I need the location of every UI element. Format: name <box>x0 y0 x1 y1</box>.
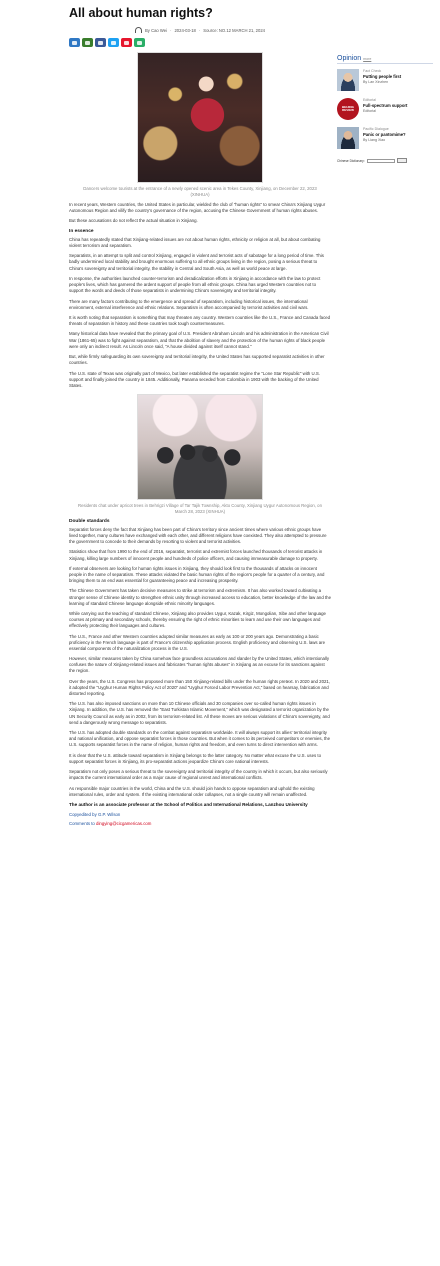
copyedit-credit: Copyedited by G.P. Wilson <box>69 812 121 818</box>
opinion-category: Pacific Dialogue <box>363 127 389 131</box>
byline: By Cao Wei <box>145 27 168 33</box>
dictionary-input[interactable] <box>367 159 395 163</box>
wechat-icon[interactable] <box>134 38 145 47</box>
author-note: The author is an associate professor at the School of Politics and International Relations, Lanzhou University <box>69 802 308 808</box>
meta-separator: · <box>170 27 172 33</box>
chinese-dictionary <box>337 158 433 163</box>
comments-line <box>69 821 331 826</box>
article-body-double-standards <box>69 527 331 798</box>
opinion-sidebar <box>337 55 433 163</box>
opinion-title: Opinion <box>337 55 362 62</box>
paragraph: The U.S., France and other Western countries adopted similar measures as early as 100 or 200 years ago. Demonstrating a basic proficiency in the French language is part of France's citizenship application process. English proficiency and observing U.S. laws are essential components of the naturalization process in the U.S. <box>69 633 326 651</box>
weibo-icon[interactable] <box>121 38 132 47</box>
paragraph: It is worth noting that separatism is something that may threaten any country. Western countries like the U.S., France and Canada faced threats of separatism in history and these countries took tough countermeasures. <box>69 315 331 327</box>
article <box>69 6 331 830</box>
twitter-icon[interactable] <box>108 38 119 47</box>
source: Source: NO.12 MARCH 21, 2024 <box>203 27 265 33</box>
opinion-item[interactable] <box>337 127 433 151</box>
paragraph: Separatist forces deny the fact that Xinjiang has been part of China's territory since ancient times where various ethnic groups have lived together, many cultures have exchanged with each other, and different religions have coexisted. They also attempted to pressure the government to concede to their demands by resorting to violent and terrorist activities. <box>69 526 327 545</box>
paragraph: But, while firmly safeguarding its own sovereignty and territorial integrity, the United States has supported separatist activities in other countries. <box>69 354 325 366</box>
opinion-headline[interactable]: Putting people first <box>363 74 402 79</box>
paragraph: However, similar measures taken by China somehow face groundless accusations and slander by the United States, which intentionally confuses the nature of Xinjiang-related issues and fabricates "human rights abuses" in Xinjiang as an excuse for its sanctions against the region. <box>69 656 330 674</box>
opinion-item[interactable] <box>337 69 433 93</box>
paragraph: Separatism not only poses a serious threat to the sovereignty and territorial integrity of the country in which it occurs, but also seriously impacts the current international order as a major cause of regional unrest and international conflicts. <box>69 769 328 781</box>
paragraph: There are many factors contributing to the emergence and spread of separatism, including historical issues, the international environment, external interference and ethnic relations. Separatism is often accompanied by terrorist activities and civil wars. <box>69 298 309 310</box>
article-body-intro <box>69 202 331 225</box>
comments-email-link[interactable]: dingying@cicgamericas.com <box>96 821 152 827</box>
opinion-category: Fact Check <box>363 69 382 73</box>
opinion-item[interactable] <box>337 98 433 122</box>
facebook-icon[interactable] <box>95 38 106 47</box>
paragraph: Over the years, the U.S. Congress has proposed more than 150 Xinjiang-related bills under the human rights pretext. In 2020 and 2021, it adopted the "Uyghur Human Rights Policy Act of 2020" and "Uyghur Forced Labor Prevention Act," based on hearsay, fabrication and distorted reporting. <box>69 678 331 696</box>
print-icon[interactable] <box>82 38 93 47</box>
article-body-essence <box>69 237 331 389</box>
paragraph: China has repeatedly stated that Xinjiang-related issues are not about human rights, ethnicity or religion at all, but about combating violent terrorism and separatism. <box>69 236 321 248</box>
opinion-headline[interactable]: Full-spectrum support <box>363 103 408 108</box>
share-bar <box>69 38 331 47</box>
opinion-header <box>337 55 433 64</box>
paragraph: But these accusations do not reflect the actual situation in Xinjiang. <box>69 218 198 224</box>
article-photo-residents <box>137 394 263 500</box>
dictionary-search-button[interactable] <box>397 158 407 163</box>
paragraph: The U.S. state of Texas was originally part of Mexico, but later established the separatist regime the "Lone Star Republic" with U.S. support and finally joined the country in 1845. Additionally, Panama seceded from Colombia in 1903 with the backing of the United States. <box>69 370 320 388</box>
paragraph: It is clear that the U.S. attitude toward separatism in Xinjiang belongs to the latter category. No matter what excuse the U.S. uses to support separatist forces in Xinjiang, its pro-separatist actions jeopardize China's core national interests. <box>69 752 321 764</box>
page-title: All about human rights? <box>69 6 213 20</box>
author-photo[interactable] <box>337 69 359 91</box>
paragraph: The U.S. has also imposed sanctions on more than 10 Chinese officials and 30 companies over so-called human rights issues in Xinjiang. In addition, the U.S. has removed the "East Turkistan Islamic Movement," which was designated a terrorist organization by the UN Security Council as early as in 2002, from its terrorism-related list. All these moves are serious violations of China's sovereignty, and send a dangerously wrong message to separatists. <box>69 701 330 725</box>
opinion-byline: Editorial <box>363 109 376 113</box>
paragraph: While carrying out the teaching of standard Chinese, Xinjiang also provides Uygur, Kazak, Kirgiz, Mongolian, Xibe and other language courses at primary and secondary schools, thereby ensuring the right of ethnic minorities to learn and use their own languages and effectively protecting their languages and cultures. <box>69 611 326 629</box>
paragraph: If external observers are looking for human rights issues in Xinjiang, they should look first to the thousands of attacks on innocent people in the name of separatism. These attacks violated the basic human rights of the region's people for a quarter of a century, and bringing them to an end was essential for guaranteeing peace and increasing prosperity. <box>69 565 325 584</box>
paragraph: As responsible major countries in the world, China and the U.S. should join hands to oppose separatism and uphold the existing international rules, order and system. If the existing international order collapses, not a single country will remain unaffected. <box>69 785 315 797</box>
dictionary-label: Chinese Dictionary: <box>337 158 365 163</box>
logo-text-bottom: REVIEW <box>342 108 354 112</box>
logo-text-top: BEIJING <box>341 104 354 109</box>
article-meta <box>69 27 331 33</box>
section-heading: Double standards <box>69 518 110 524</box>
author-photo[interactable] <box>337 127 359 149</box>
opinion-category: Editorial <box>363 98 376 102</box>
opinion-more-link[interactable]: more <box>363 57 372 61</box>
opinion-byline: By Liang Xiao <box>363 138 386 142</box>
paragraph: Many historical data have revealed that the primary goal of U.S. President Abraham Lincoln and his administration in the American Civil War (1861-65) was to fight against separatism, and that the abolition of slavery and the protection of the human rights of black people were only an indirect result. As Lincoln once said, "A house divided against itself cannot stand." <box>69 331 329 349</box>
photo-caption: Dancers welcome tourists at the entrance of a newly opened scenic area in Tekes County, Xinjiang, on December 22, 2023 (XINHUA) <box>83 186 317 197</box>
opinion-headline[interactable]: Panic or pantomime? <box>363 132 406 137</box>
opinion-byline: By Lan Xinzhen <box>363 80 389 84</box>
paragraph: Statistics show that from 1990 to the end of 2016, separatist, terrorist and extremist forces launched thousands of terrorist attacks in Xinjiang, killing large numbers of innocent people and hundreds of police officers, and causing immeasurable damage to property. <box>69 549 323 561</box>
meta-separator: · <box>198 27 201 33</box>
section-heading: In essence <box>69 228 94 234</box>
photo-caption: Residents chat under apricot trees in Behrigzi Village of Tar Tajik Township, Akto County, Xinjiang Uygur Autonomous Region, on March 28, 2023 (XINHUA) <box>78 502 322 514</box>
paragraph: Separatists, in an attempt to split and control Xinjiang, engaged in violent and terrorist acts of sabotage for a long period of time. This badly undermined local stability and brought enormous suffering to all ethnic groups living in the region, posing a serious threat to China's sovereignty and territorial integrity, the stability in Central and South Asia, as well as world peace at large. <box>69 253 324 271</box>
beijing-review-logo[interactable] <box>337 98 359 120</box>
paragraph: In recent years, Western countries, the United States in particular, wielded the club of "human rights" to smear China's Xinjiang Uygur Autonomous Region and vilify the country's governance of the region, accusing the Chinese Government of human rights abuses. <box>69 202 326 214</box>
paragraph: The U.S. has adopted double standards on the combat against separatism worldwide. It will always support its allies' territorial integrity and national unification, and oppose separatist forces in those countries. But when it comes to its perceived competitors or enemies, the U.S. supports separatist forces in the name of religion, human rights and freedom, and even turns to direct intervention with arms. <box>69 730 331 748</box>
email-icon[interactable] <box>69 38 80 47</box>
comments-prefix: Comments to <box>69 821 97 827</box>
paragraph: In response, the authorities launched counter-terrorism and deradicalization efforts in Xinjiang in accordance with the law to protect people's lives, which has garnered the ardent support of people from all ethnic groups. China has urged Western countries not to support the words and deeds of those separatists in undermining China's sovereignty and territorial integrity. <box>69 275 321 294</box>
paragraph: The Chinese Government has taken decisive measures to strike at terrorism and extremism. It has also worked toward cultivating a stronger sense of Chinese identity to strengthen ethnic unity through increased access to education, better knowledge of the law and the learning of standard Chinese language alongside ethnic minority languages. <box>69 588 331 606</box>
article-photo-dancers <box>137 52 263 183</box>
publish-date: 2024-03-18 <box>174 27 196 33</box>
headphones-icon[interactable] <box>135 27 142 33</box>
